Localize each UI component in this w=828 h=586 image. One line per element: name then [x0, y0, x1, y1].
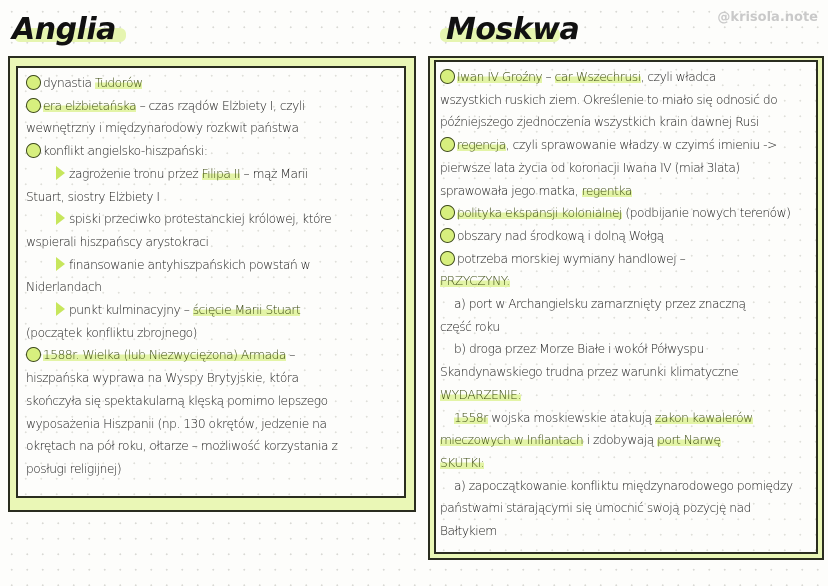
moskwa-box	[434, 60, 818, 554]
note-line	[26, 231, 398, 254]
note-line	[440, 111, 810, 134]
highlighted-text: regencja	[457, 138, 506, 153]
note-text: i zdobywają	[583, 433, 658, 448]
note-text: państwami starającymi się umocnić swoją pozycję nad	[440, 501, 751, 516]
circle-bullet-icon	[26, 98, 41, 113]
highlighted-text: regentka	[581, 183, 632, 198]
note-text: finansowanie antyhiszpańskich powstań w	[69, 257, 311, 272]
anglia-notes	[26, 72, 398, 481]
note-line	[26, 117, 398, 140]
note-line	[440, 270, 810, 293]
note-text: wspierali hiszpańscy arystokraci	[26, 234, 209, 249]
note-text: punkt kulminacyjny –	[69, 303, 193, 318]
note-text: posługi religijnej)	[26, 461, 122, 476]
note-text: – mąż Marii	[240, 166, 308, 181]
moskwa-frame	[428, 56, 824, 560]
note-text: spiski przeciwko protestanckiej królowej, które	[69, 212, 332, 227]
note-text: wszystkich ruskich ziem. Określenie to miało się odnosić do	[440, 92, 778, 107]
note-text: późniejszego zjednoczenia wszystkich krain dawnej Rusi	[440, 115, 759, 130]
note-line	[440, 384, 810, 407]
anglia-title: Anglia	[12, 12, 116, 47]
anglia-box	[16, 66, 406, 498]
highlighted-text: ścięcie Marii Stuart	[192, 303, 301, 318]
highlighted-text: Iwan IV Groźny	[457, 70, 543, 84]
watermark: @krisola.note	[717, 10, 818, 25]
note-text: , czyli władca	[640, 70, 716, 84]
highlighted-text: car Wszechrusi	[554, 70, 641, 84]
note-text: potrzeba morskiej wymiany handlowej –	[457, 251, 686, 266]
note-text: obszary nad środkową i dolną Wołgą	[457, 228, 664, 243]
note-line	[26, 95, 398, 118]
note-text: Niderlandach	[26, 280, 102, 295]
moskwa-notes	[440, 66, 810, 543]
highlighted-text: zakon kawalerów	[655, 410, 753, 425]
triangle-bullet-icon	[56, 257, 65, 271]
anglia-frame	[8, 56, 416, 512]
note-text: , czyli sprawowanie władzy w czyimś imieniu ->	[505, 138, 777, 153]
highlighted-text: WYDARZENIE:	[440, 387, 522, 402]
note-text: – czas rządów Elżbiety I, czyli	[136, 98, 305, 113]
note-line	[440, 225, 810, 248]
note-text: Bałtykiem	[440, 524, 497, 539]
note-line	[440, 89, 810, 112]
highlighted-text: Filipa II	[201, 166, 241, 181]
note-line	[440, 520, 810, 543]
note-line	[440, 361, 810, 384]
note-line	[26, 208, 398, 231]
note-line	[440, 180, 810, 203]
moskwa-title: Moskwa	[446, 12, 580, 47]
note-line	[440, 157, 810, 180]
note-line	[26, 299, 398, 322]
note-line	[26, 435, 398, 458]
circle-bullet-icon	[26, 143, 41, 158]
note-text: pierwsze lata życia od koronacji Iwana IV (miał 3lata)	[440, 160, 740, 175]
note-line	[26, 367, 398, 390]
note-line	[26, 72, 398, 95]
note-line	[440, 66, 810, 89]
triangle-bullet-icon	[56, 166, 65, 180]
note-line	[440, 293, 810, 316]
note-line	[440, 248, 810, 271]
note-line	[440, 134, 810, 157]
note-line	[26, 163, 398, 186]
note-text: skończyła się spektakularną klęską pomimo lepszego	[26, 393, 328, 408]
note-text: wojska moskiewskie atakują	[487, 410, 656, 425]
note-text: okrętach na pół roku, ołtarze – możliwość korzystania z	[26, 439, 338, 454]
note-line	[26, 344, 398, 367]
triangle-bullet-icon	[56, 211, 65, 225]
note-line	[26, 322, 398, 345]
note-line	[440, 452, 810, 475]
note-text: zagrożenie tronu przez	[69, 166, 202, 181]
note-text: konflikt angielsko-hiszpański:	[43, 144, 208, 159]
circle-bullet-icon	[440, 69, 455, 84]
note-line	[26, 254, 398, 277]
circle-bullet-icon	[440, 228, 455, 243]
circle-bullet-icon	[440, 205, 455, 220]
note-text: a) zapoczątkowanie konfliktu międzynarodowego pomiędzy	[454, 478, 793, 493]
note-line	[440, 475, 810, 498]
circle-bullet-icon	[26, 347, 41, 362]
note-line	[26, 276, 398, 299]
note-text: Stuart, siostry Elżbiety I	[26, 189, 160, 204]
note-line	[26, 458, 398, 481]
note-line	[440, 316, 810, 339]
note-text: Skandynawskiego trudna przez warunki klimatyczne	[440, 365, 739, 380]
note-text: dynastia	[43, 76, 95, 90]
note-line	[440, 338, 810, 361]
note-text: sprawowała jego matka,	[440, 183, 582, 198]
note-text: wewnętrzny i międzynarodowy rozkwit państwa	[26, 121, 299, 136]
highlighted-text: mieczowych w Inflantach	[440, 433, 584, 448]
note-text: hiszpańska wyprawa na Wyspy Brytyjskie, która	[26, 371, 299, 386]
note-line	[26, 186, 398, 209]
note-text: b) droga przez Morze Białe i wokół Półwyspu	[454, 342, 704, 357]
note-text: (podbijanie nowych terenów)	[621, 206, 791, 221]
note-text: (początek konfliktu zbrojnego)	[26, 325, 197, 340]
highlighted-text: polityka ekspansji kolonialnej	[457, 206, 622, 221]
highlighted-text: SKUTKI:	[440, 455, 485, 470]
highlighted-text: 1588r. Wielka (lub Niezwyciężona) Armada	[43, 348, 286, 363]
highlighted-text: Tudorów	[94, 76, 143, 90]
note-line	[26, 140, 398, 163]
note-line	[440, 497, 810, 520]
highlighted-text: 1558r	[454, 410, 488, 425]
note-text: –	[542, 70, 555, 84]
note-line	[440, 202, 810, 225]
circle-bullet-icon	[440, 251, 455, 266]
note-line	[26, 413, 398, 436]
note-text: część roku	[440, 319, 500, 334]
triangle-bullet-icon	[56, 302, 65, 316]
circle-bullet-icon	[26, 75, 41, 90]
note-line	[26, 390, 398, 413]
highlighted-text: era elżbietańska	[43, 98, 137, 113]
highlighted-text: port Narwę	[657, 433, 721, 448]
note-text: –	[285, 348, 295, 363]
note-text: wyposażenia Hiszpanii (np. 130 okrętów, jedzenie na	[26, 416, 327, 431]
note-text: a) port w Archangielsku zamarznięty przez znaczną	[454, 297, 746, 312]
note-line	[440, 429, 810, 452]
highlighted-text: PRZYCZYNY:	[440, 274, 510, 289]
note-line	[440, 407, 810, 430]
circle-bullet-icon	[440, 137, 455, 152]
